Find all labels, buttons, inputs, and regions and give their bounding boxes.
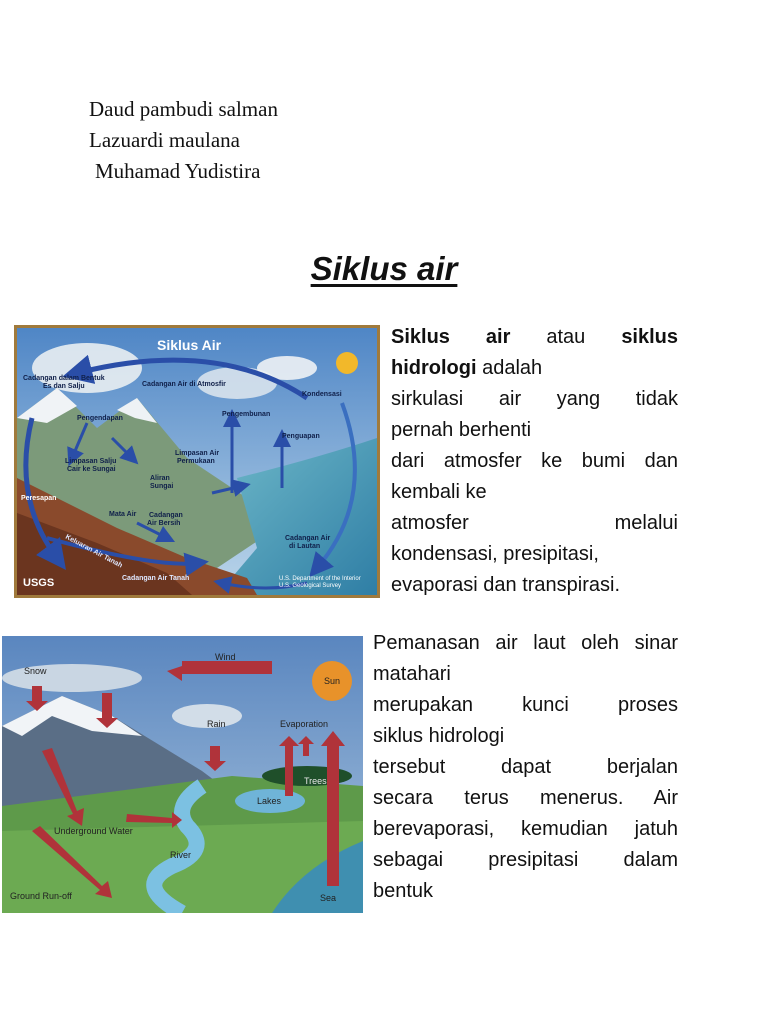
bold-term: Siklus air xyxy=(391,326,511,348)
diagram-label: Aliran xyxy=(150,475,170,482)
paragraph-line: kondensasi, presipitasi, xyxy=(391,543,599,565)
diagram-label: Rain xyxy=(207,719,226,729)
plain-word: adalah xyxy=(482,357,543,379)
diagram-label: Permukaan xyxy=(177,458,215,465)
paragraph-definition xyxy=(391,322,678,601)
sun-icon xyxy=(336,352,358,374)
diagram-label: Sun xyxy=(324,676,341,686)
diagram-label: Evaporation xyxy=(280,719,329,729)
author-name: Muhamad Yudistira xyxy=(95,159,261,183)
paragraph-line: kembali ke xyxy=(391,481,487,503)
water-cycle-diagram-english xyxy=(2,636,363,913)
diagram-label: di Lautan xyxy=(289,543,321,550)
paragraph-line xyxy=(391,322,678,353)
author-name: Lazuardi maulana xyxy=(89,128,240,152)
diagram-heading: Siklus Air xyxy=(157,337,222,353)
diagram-label: Keluaran Air Tanah xyxy=(64,533,124,570)
paragraph-line: atmosfer melalui xyxy=(391,512,678,534)
diagram-label: Cadangan xyxy=(149,512,183,519)
diagram-label: Cadangan Air xyxy=(285,535,331,542)
bold-term: hidrologi xyxy=(391,357,477,379)
diagram-label: Air Bersih xyxy=(147,520,181,527)
paragraph-line: matahari xyxy=(373,663,451,685)
diagram-label: Penguapan xyxy=(282,433,320,440)
paragraph-line: secara terus menerus. Air xyxy=(373,787,678,809)
paragraph-line: bentuk xyxy=(373,880,434,902)
paragraph-line: berevaporasi, kemudian jatuh xyxy=(373,818,678,840)
diagram-label: Underground Water xyxy=(54,826,133,836)
paragraph-line: sebagai presipitasi dalam xyxy=(373,849,678,871)
diagram-label: Es dan Salju xyxy=(43,383,85,390)
paragraph-line: merupakan kunci proses xyxy=(373,694,678,716)
paragraph-line: tersebut dapat berjalan xyxy=(373,756,678,778)
diagram-label: Snow xyxy=(24,666,47,676)
water-cycle-diagram-indonesian xyxy=(14,325,380,598)
diagram-label: Trees xyxy=(304,776,327,786)
diagram-label: Lakes xyxy=(257,796,282,806)
diagram-label: Pengembunan xyxy=(222,411,271,418)
diagram-label: Sungai xyxy=(150,483,174,490)
diagram-label: Cadangan dalam Bentuk xyxy=(23,375,105,382)
diagram-label: River xyxy=(170,850,192,860)
diagram-label: Mata Air xyxy=(109,511,137,518)
diagram-label: Limpasan Salju xyxy=(65,458,117,465)
diagram-label: U.S. Department of the Interior xyxy=(279,576,361,582)
page-title: Siklus air xyxy=(310,250,458,287)
diagram-canvas xyxy=(17,328,377,595)
paragraph-line: evaporasi dan transpirasi. xyxy=(391,574,621,596)
diagram-label: Sea xyxy=(320,893,337,903)
usgs-logo: USGS xyxy=(23,577,55,589)
paragraph-line: pernah berhenti xyxy=(391,419,532,441)
diagram-label: Cadangan Air di Atmosfir xyxy=(142,381,226,388)
paragraph-line xyxy=(391,353,678,384)
bold-term: siklus xyxy=(621,326,679,348)
diagram-label: U.S. Geological Survey xyxy=(279,583,342,589)
diagram-label: Kondensasi xyxy=(302,391,342,398)
paragraph-line: sirkulasi air yang tidak xyxy=(391,388,678,410)
diagram-label: Cadangan Air Tanah xyxy=(122,575,190,582)
diagram-label: Limpasan Air xyxy=(175,450,220,457)
author-name: Daud pambudi salman xyxy=(89,97,278,121)
diagram-label: Cair ke Sungai xyxy=(67,466,116,473)
diagram-label: Peresapan xyxy=(21,495,57,502)
paragraph-line: siklus hidrologi xyxy=(373,725,505,747)
diagram-label: Pengendapan xyxy=(77,415,123,422)
paragraph-explanation xyxy=(373,628,678,907)
diagram-canvas xyxy=(2,636,363,913)
author-list xyxy=(89,94,278,187)
paragraph-line: Pemanasan air laut oleh sinar xyxy=(373,632,678,654)
paragraph-line: dari atmosfer ke bumi dan xyxy=(391,450,678,472)
diagram-label: Ground Run-off xyxy=(10,891,72,901)
diagram-label: Wind xyxy=(215,652,236,662)
plain-word: atau xyxy=(546,326,586,348)
